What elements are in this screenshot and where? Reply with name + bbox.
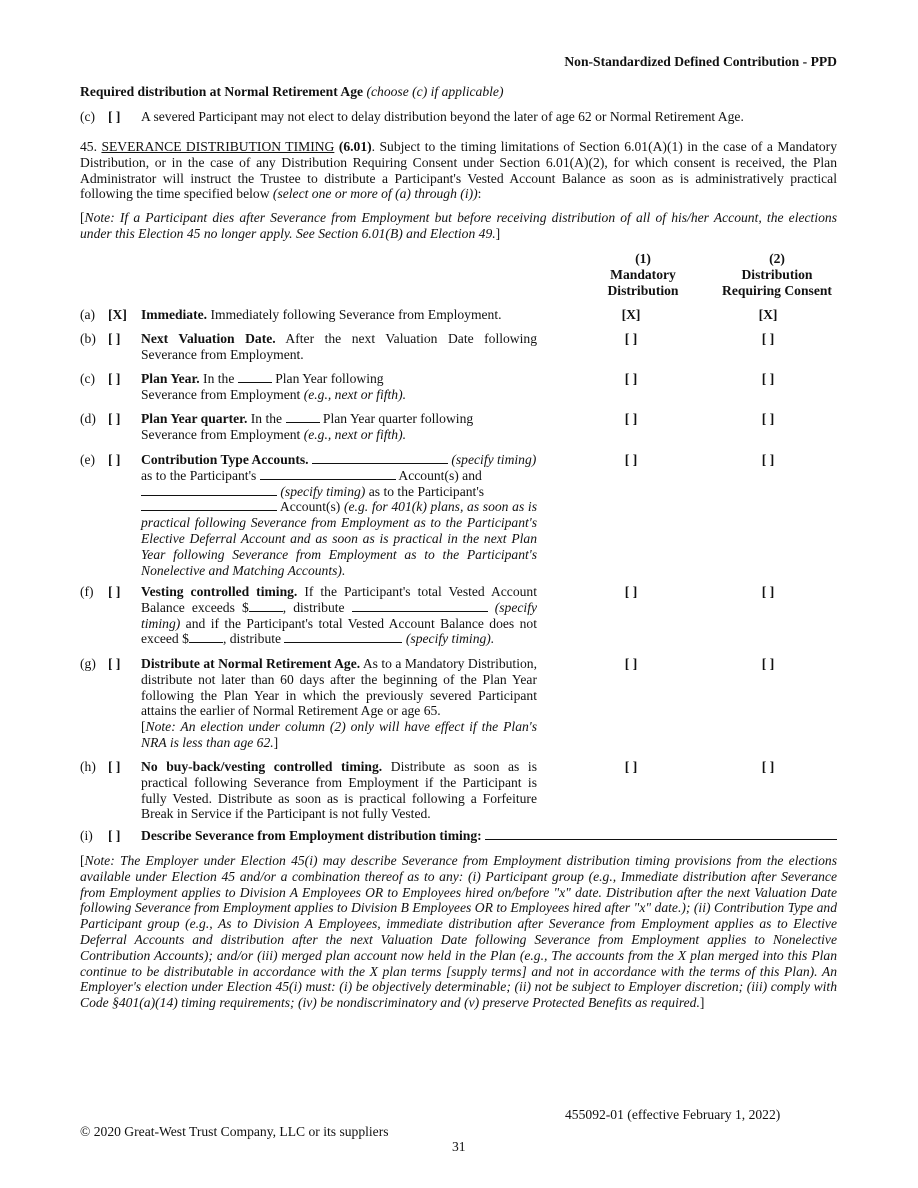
text-segment: Next Valuation Date. xyxy=(141,331,276,346)
checkbox[interactable]: [ ] xyxy=(108,371,121,386)
text-segment: Severance from Employment xyxy=(141,386,304,402)
text-segment: If the Participant's total Vested Account Balance exceeds $ xyxy=(141,584,537,615)
text-segment: [ xyxy=(80,853,85,868)
text-segment: Account(s) xyxy=(277,499,344,515)
option-label: (d) xyxy=(80,411,96,426)
text-segment: [ xyxy=(141,719,146,735)
text-segment: Vesting controlled timing. xyxy=(141,584,298,599)
document-id: 455092-01 (effective February 1, 2022) xyxy=(565,1107,781,1122)
text-segment: As to a Mandatory Distribution, distribute not later than 60 days after the beginning of the Plan Year following the Plan Year in which the previously severed Participant attains the earlier of Normal Retirement Age or age 65. xyxy=(141,656,537,719)
note-election-45 xyxy=(80,210,837,242)
text-segment: No buy-back/vesting controlled timing. xyxy=(141,759,383,774)
mandatory-checkbox[interactable]: [X] xyxy=(621,307,641,322)
checkbox[interactable]: [ ] xyxy=(108,331,121,346)
consent-checkbox[interactable]: [ ] xyxy=(761,759,775,774)
text-segment: 45. xyxy=(80,139,102,154)
consent-checkbox[interactable]: [ ] xyxy=(761,411,775,426)
text-segment: Note: The Employer under Election 45(i) may describe Severance from Employment distribution timing provisions from the elections available under Election 45 and/or a combination thereof as to any: (i) Participant group (e.g., Immediate distribution after Severance from Employment applies to Division A Employees OR to Employees hired on/before "x" date. Distribution after the next Valuation Date following Severance from Employment applies to Division B Employees OR to Employees hired after "x" date.); (ii) Contribution Type and Participant group (e.g., As to Division A Employees, immediate distribution after Severance from Employment applies as to Elective Deferral Accounts and distribution after the next Valuation Date following Severance from Employment applies to Nonelective Contribution Accounts); and/or (iii) merged plan account now held in the Plan (e.g., The accounts from the X plan merged into this Plan continue to be distributable in accordance with the X plan terms [supply terms] and not in accordance with the terms of this Plan). An Employer's election under Election 45(i) must: (i) be objectively determinable; (ii) not be subject to Employer discretion; (iii) comply with Code §401(a)(14) timing requirements; (iv) be nondiscriminatory and (v) preserve Protected Benefits as required. xyxy=(80,853,837,1011)
text-segment: as to the Participant's xyxy=(365,483,485,499)
option-label: (b) xyxy=(80,331,96,346)
text-segment: (specify timing) xyxy=(277,483,366,499)
blank-field[interactable] xyxy=(485,828,837,840)
blank-field[interactable] xyxy=(352,600,488,612)
option-text xyxy=(141,584,537,647)
column-header-consent xyxy=(697,251,857,298)
text-segment: (specify timing) xyxy=(447,452,537,467)
mandatory-checkbox[interactable]: [ ] xyxy=(624,331,638,346)
option-label: (g) xyxy=(80,656,96,671)
column-title: Requiring Consent xyxy=(722,282,832,298)
option-text xyxy=(141,452,537,578)
text-segment: (specify timing). xyxy=(402,631,495,647)
text-segment: ] xyxy=(273,734,279,750)
consent-checkbox[interactable]: [ ] xyxy=(761,656,775,671)
checkbox[interactable]: [ ] xyxy=(108,411,121,426)
column-number: (1) xyxy=(635,251,651,266)
blank-field[interactable] xyxy=(141,499,277,511)
option-label: (c) xyxy=(80,371,96,386)
text-segment: (e.g. for 401(k) plans, as soon as is practical following Severance from Employment as to the Participant's Elective Deferral Account and as soon as is practical in the next Plan Year following Severance from Employment as to the Participant's Nonelective and Matching Accounts). xyxy=(141,499,537,578)
text-segment: In the xyxy=(247,411,286,426)
nra-heading xyxy=(80,84,503,100)
checkbox[interactable]: [ ] xyxy=(108,656,121,671)
text-segment: ] xyxy=(495,225,501,241)
text-segment: Plan Year quarter following xyxy=(319,411,474,426)
blank-field[interactable] xyxy=(238,371,272,383)
checkbox[interactable]: [ ] xyxy=(108,584,121,599)
nra-heading-note: (choose (c) if applicable) xyxy=(363,84,504,99)
checkbox[interactable]: [ ] xyxy=(108,109,121,124)
option-label: (h) xyxy=(80,759,96,774)
mandatory-checkbox[interactable]: [ ] xyxy=(624,759,638,774)
text-segment: Account(s) and xyxy=(395,467,482,483)
text-segment: Distribute at Normal Retirement Age. xyxy=(141,656,361,671)
consent-checkbox[interactable]: [ ] xyxy=(761,452,775,467)
text-segment: Contribution Type Accounts. xyxy=(141,452,309,467)
text-segment: Plan Year quarter. xyxy=(141,411,248,426)
option-label: (c) xyxy=(80,109,96,124)
text-segment: , distribute xyxy=(282,599,352,615)
text-segment: [ xyxy=(80,210,85,225)
copyright: © 2020 Great-West Trust Company, LLC or its suppliers xyxy=(80,1124,389,1139)
text-segment: Plan Year following xyxy=(271,371,384,386)
text-segment: and if the Participant's total Vested Account Balance does not exceed $ xyxy=(141,615,537,647)
blank-field[interactable] xyxy=(284,631,402,643)
text-segment: After the next Valuation Date following Severance from Employment. xyxy=(141,331,537,362)
column-title: Distribution xyxy=(741,266,813,282)
option-text xyxy=(141,411,537,443)
text-segment: (specify timing) xyxy=(141,599,538,631)
column-number: (2) xyxy=(769,251,785,266)
text-segment: , distribute xyxy=(222,631,285,647)
option-text xyxy=(141,371,537,403)
text-segment: (select one or more of (a) through (i)) xyxy=(272,186,478,202)
column-title: Distribution xyxy=(607,282,679,298)
text-segment: as to the Participant's xyxy=(141,467,260,483)
nra-heading-text: Required distribution at Normal Retirement Age xyxy=(80,84,364,99)
consent-checkbox[interactable]: [ ] xyxy=(761,584,775,599)
consent-checkbox[interactable]: [ ] xyxy=(761,371,775,386)
text-segment: : xyxy=(477,186,482,202)
blank-field[interactable] xyxy=(286,411,320,423)
blank-field[interactable] xyxy=(189,631,223,643)
mandatory-checkbox[interactable]: [ ] xyxy=(624,584,638,599)
column-title: Mandatory xyxy=(610,266,676,282)
checkbox[interactable]: [ ] xyxy=(108,828,121,843)
text-segment: (e.g., next or fifth). xyxy=(303,386,407,402)
blank-field[interactable] xyxy=(249,600,283,612)
option-label: (a) xyxy=(80,307,96,322)
consent-checkbox[interactable]: [ ] xyxy=(761,331,775,346)
option-text: A severed Participant may not elect to delay distribution beyond the later of age 62 or Normal Retirement Age. xyxy=(141,109,744,124)
text-segment: In the xyxy=(199,371,238,386)
text-segment: Immediate. xyxy=(141,307,208,322)
text-segment: ] xyxy=(699,995,705,1011)
header-title: Non-Standardized Defined Contribution - PPD xyxy=(564,54,837,69)
mandatory-checkbox[interactable]: [ ] xyxy=(624,371,638,386)
mandatory-checkbox[interactable]: [ ] xyxy=(624,656,638,671)
mandatory-checkbox[interactable]: [ ] xyxy=(624,411,638,426)
text-segment: Immediately following Severance from Employment. xyxy=(207,307,502,322)
text-segment: Plan Year. xyxy=(141,371,200,386)
checkbox[interactable]: [ ] xyxy=(108,452,121,467)
option-label: (i) xyxy=(80,828,93,843)
text-segment: Severance from Employment xyxy=(141,426,304,442)
consent-checkbox[interactable]: [X] xyxy=(758,307,778,322)
checkbox[interactable]: [ ] xyxy=(108,759,121,774)
option-label: (e) xyxy=(80,452,96,467)
page-number: 31 xyxy=(452,1139,466,1154)
checkbox[interactable]: [X] xyxy=(108,307,127,322)
text-segment: SEVERANCE DISTRIBUTION TIMING xyxy=(101,139,335,154)
option-text xyxy=(141,331,537,363)
text-segment: Note: If a Participant dies after Severance from Employment but before receiving distribution of all of his/her Account, the elections under this Election 45 no longer apply. See Section 6.01(B) and Election 49. xyxy=(80,210,837,241)
blank-field[interactable] xyxy=(141,484,277,496)
option-label: (f) xyxy=(80,584,94,599)
election-45-intro xyxy=(80,139,837,202)
option-text: Describe Severance from Employment distribution timing: xyxy=(141,828,482,843)
blank-field[interactable] xyxy=(260,468,396,480)
blank-field[interactable] xyxy=(312,452,448,464)
option-text xyxy=(141,759,537,822)
text-segment: Note: An election under column (2) only will have effect if the Plan's NRA is less than age 62. xyxy=(141,719,537,750)
mandatory-checkbox[interactable]: [ ] xyxy=(624,452,638,467)
note-election-45i xyxy=(80,853,837,1011)
option-text xyxy=(141,307,537,323)
text-segment: . Subject to the timing limitations of Section 6.01(A)(1) in the case of a Mandatory Distribution, or in the case of any Distribution Requiring Consent under Section 6.01(A)(2), for which consent is received, the Plan Administrator will instruct the Trustee to distribute a Participant's Vested Account Balance as soon as is administratively practical following the time specified below xyxy=(80,139,838,202)
text-segment: (e.g., next or fifth). xyxy=(303,426,407,442)
text-segment: (6.01) xyxy=(338,139,372,154)
text-segment: Distribute as soon as is practical following Severance from Employment if the Participant is fully Vested. Distribute as soon as is practical following a Forfeiture Break in Service if the Participant is not fully Vested. xyxy=(141,759,537,822)
option-text xyxy=(141,656,537,751)
